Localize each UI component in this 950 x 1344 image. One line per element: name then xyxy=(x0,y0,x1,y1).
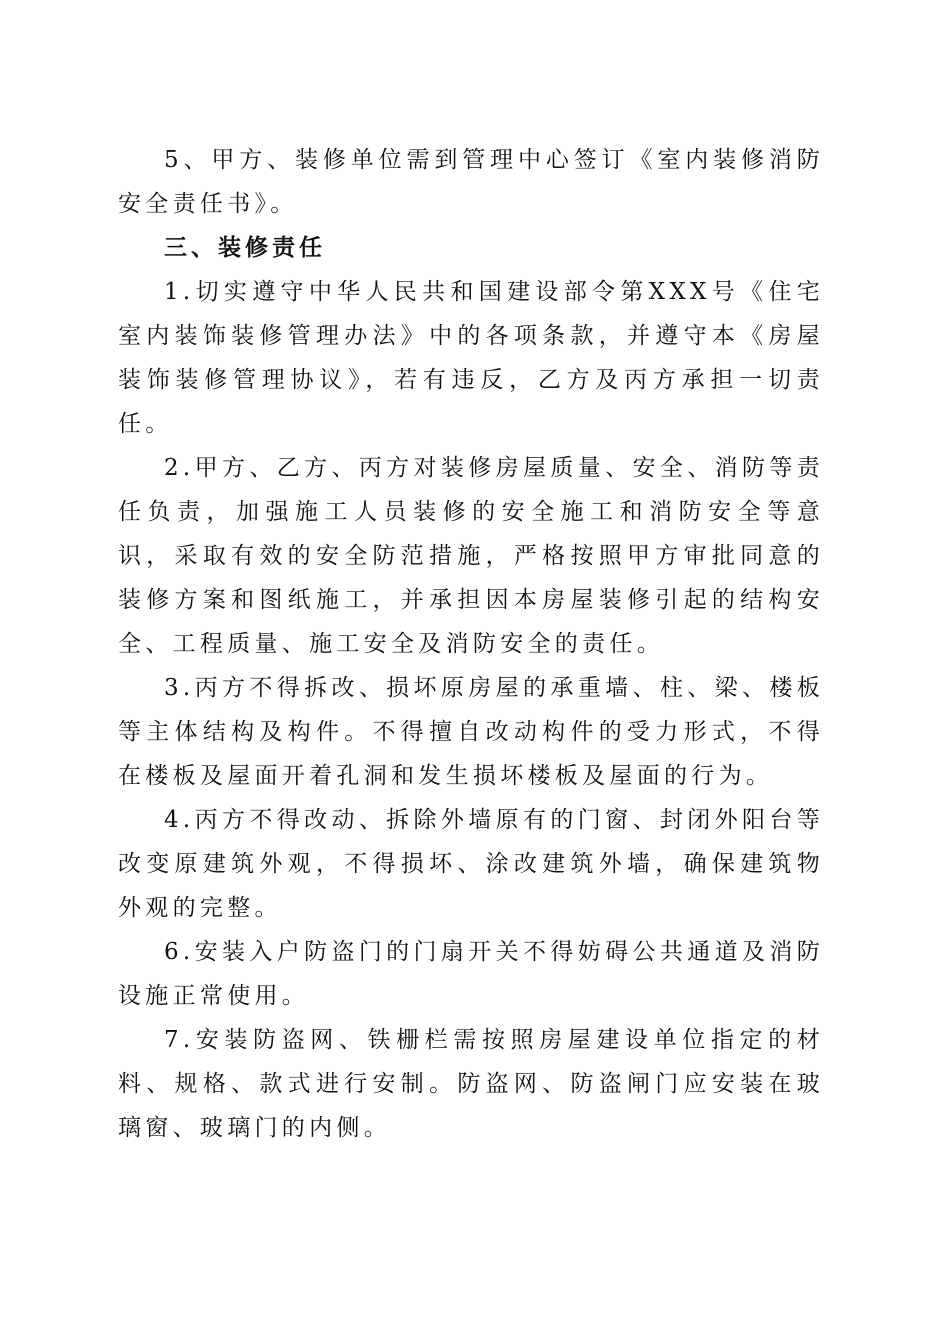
paragraph-item-6: 6.安装入户防盗门的门扇开关不得妨碍公共通道及消防设施正常使用。 xyxy=(118,939,824,1009)
paragraph-item-3: 3.丙方不得拆改、损坏原房屋的承重墙、柱、梁、楼板等主体结构及构件。不得擅自改动构件的受力形式，不得在楼板及屋面开着孔洞和发生损坏楼板及屋面的行为。 xyxy=(118,675,824,789)
paragraph-item-4: 4.丙方不得改动、拆除外墙原有的门窗、封闭外阳台等改变原建筑外观，不得损坏、涂改建筑外墙，确保建筑物外观的完整。 xyxy=(118,807,824,921)
paragraph-item-5: 5、甲方、装修单位需到管理中心签订《室内装修消防安全责任书》。 xyxy=(118,147,824,217)
section-heading: 三、装修责任 xyxy=(164,235,326,261)
paragraph-item-2: 2.甲方、乙方、丙方对装修房屋质量、安全、消防等责任负责，加强施工人员装修的安全施工和消防安全等意识，采取有效的安全防范措施，严格按照甲方审批同意的装修方案和图纸施工，并承担因本房屋装修引起的结构安全、工程质量、施工安全及消防安全的责任。 xyxy=(118,455,824,657)
paragraph-item-7: 7.安装防盗网、铁栅栏需按照房屋建设单位指定的材料、规格、款式进行安制。防盗网、防盗闸门应安装在玻璃窗、玻璃门的内侧。 xyxy=(118,1027,824,1141)
document-body xyxy=(118,138,824,1150)
paragraph-item-1: 1.切实遵守中华人民共和国建设部令第XXX号《住宅室内装饰装修管理办法》中的各项条款，并遵守本《房屋装饰装修管理协议》，若有违反，乙方及丙方承担一切责任。 xyxy=(118,279,824,437)
